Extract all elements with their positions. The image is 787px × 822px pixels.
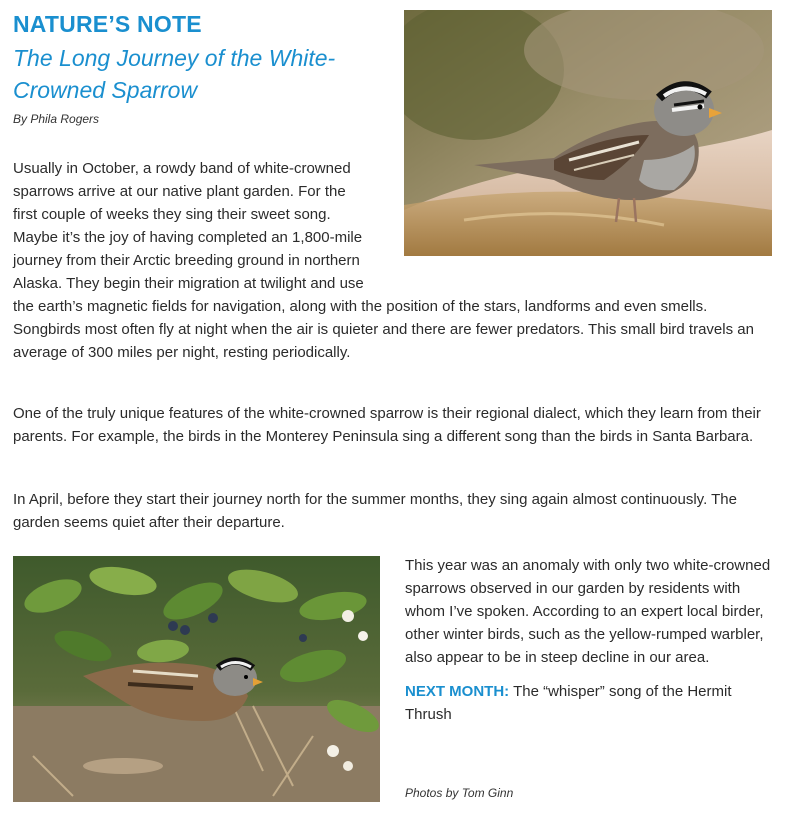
photo-credit: Photos by Tom Ginn <box>405 786 514 800</box>
paragraph-4: This year was an anomaly with only two white-crowned sparrows observed in our garden by residents with whom I’ve spoken. According to an expert local birder, other winter birds, such as the yellow-rumped warbler, also appear to be in steep decline in our area. <box>405 557 771 666</box>
next-month-label: NEXT MONTH: <box>405 683 510 700</box>
photo-float-spacer <box>366 157 778 282</box>
section-kicker: NATURE’S NOTE <box>13 11 202 37</box>
paragraph-1-text: Usually in October, a rowdy band of white-crowned sparrows arrive at our native plant garden. For the first couple of weeks they sing their sweet song. Maybe it’s the joy of having completed an 1,800-mile journey from their Arctic breeding ground in northern Alaska. They begin their migration at twilight and use the earth’s magnetic fields for navigation, along with the position of the stars, landforms and even smells. Songbirds most often fly at night when the air is quieter and there are fewer predators. This small bird travels an average of 300 miles per night, resting periodically. <box>13 160 754 361</box>
paragraph-1 <box>13 157 778 364</box>
next-month <box>405 680 777 726</box>
paragraph-2: One of the truly unique features of the white-crowned sparrow is their regional dialect, which they learn from their parents. For example, the birds in the Monterey Peninsula sing a different song than the birds in Santa Barbara. <box>13 405 761 445</box>
sparrow-shrub-photo <box>13 556 380 802</box>
byline: By Phila Rogers <box>13 112 100 126</box>
right-column <box>405 554 777 726</box>
next-month-text: The “whisper” song of the Hermit Thrush <box>405 683 732 723</box>
article-title: The Long Journey of the White-Crowned Sparrow <box>13 45 336 103</box>
paragraph-3: In April, before they start their journey north for the summer months, they sing again almost continuously. The garden seems quiet after their departure. <box>13 491 737 531</box>
